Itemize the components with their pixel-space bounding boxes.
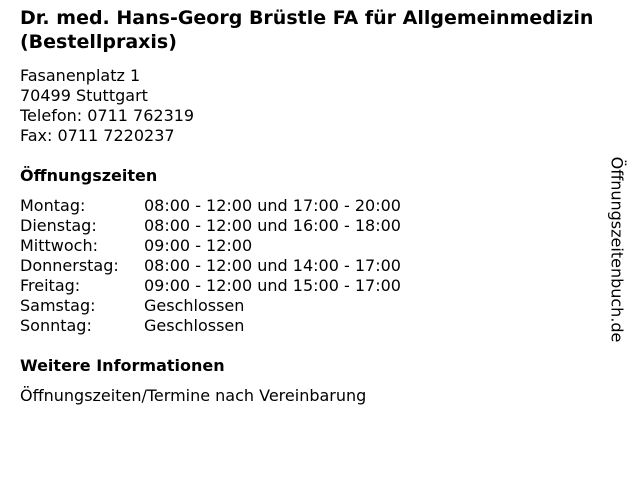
hours-row-tuesday	[20, 216, 610, 236]
day-label: Freitag:	[20, 276, 81, 295]
practice-card	[20, 6, 610, 406]
further-info-text: Öffnungszeiten/Termine nach Vereinbarung	[20, 386, 367, 405]
opening-hours-list	[20, 196, 610, 336]
time-value: 08:00 - 12:00 und 17:00 - 20:00	[144, 196, 401, 215]
day-label: Samstag:	[20, 296, 96, 315]
day-label: Mittwoch:	[20, 236, 98, 255]
time-value: Geschlossen	[144, 296, 245, 315]
phone-number: Telefon: 0711 762319	[20, 106, 195, 125]
practice-name: Dr. med. Hans-Georg Brüstle FA für Allgemeinmedizin (Bestellpraxis)	[20, 7, 594, 53]
hours-row-saturday	[20, 296, 610, 316]
further-info-heading: Weitere Informationen	[20, 356, 225, 375]
time-value: Geschlossen	[144, 316, 245, 335]
hours-row-thursday	[20, 256, 610, 276]
day-label: Sonntag:	[20, 316, 92, 335]
time-value: 08:00 - 12:00 und 14:00 - 17:00	[144, 256, 401, 275]
hours-row-friday	[20, 276, 610, 296]
contact-block	[20, 66, 610, 146]
day-label: Dienstag:	[20, 216, 97, 235]
city-address: 70499 Stuttgart	[20, 86, 148, 105]
site-watermark	[597, 134, 637, 364]
day-label: Montag:	[20, 196, 86, 215]
hours-row-wednesday	[20, 236, 610, 256]
time-value: 08:00 - 12:00 und 16:00 - 18:00	[144, 216, 401, 235]
fax-number: Fax: 0711 7220237	[20, 126, 175, 145]
day-label: Donnerstag:	[20, 256, 119, 275]
street-address: Fasanenplatz 1	[20, 66, 141, 85]
hours-row-monday	[20, 196, 610, 216]
opening-hours-heading: Öffnungszeiten	[20, 166, 158, 185]
site-watermark-text: Öffnungszeitenbuch.de	[607, 156, 627, 342]
time-value: 09:00 - 12:00	[144, 236, 253, 255]
time-value: 09:00 - 12:00 und 15:00 - 17:00	[144, 276, 401, 295]
hours-row-sunday	[20, 316, 610, 336]
